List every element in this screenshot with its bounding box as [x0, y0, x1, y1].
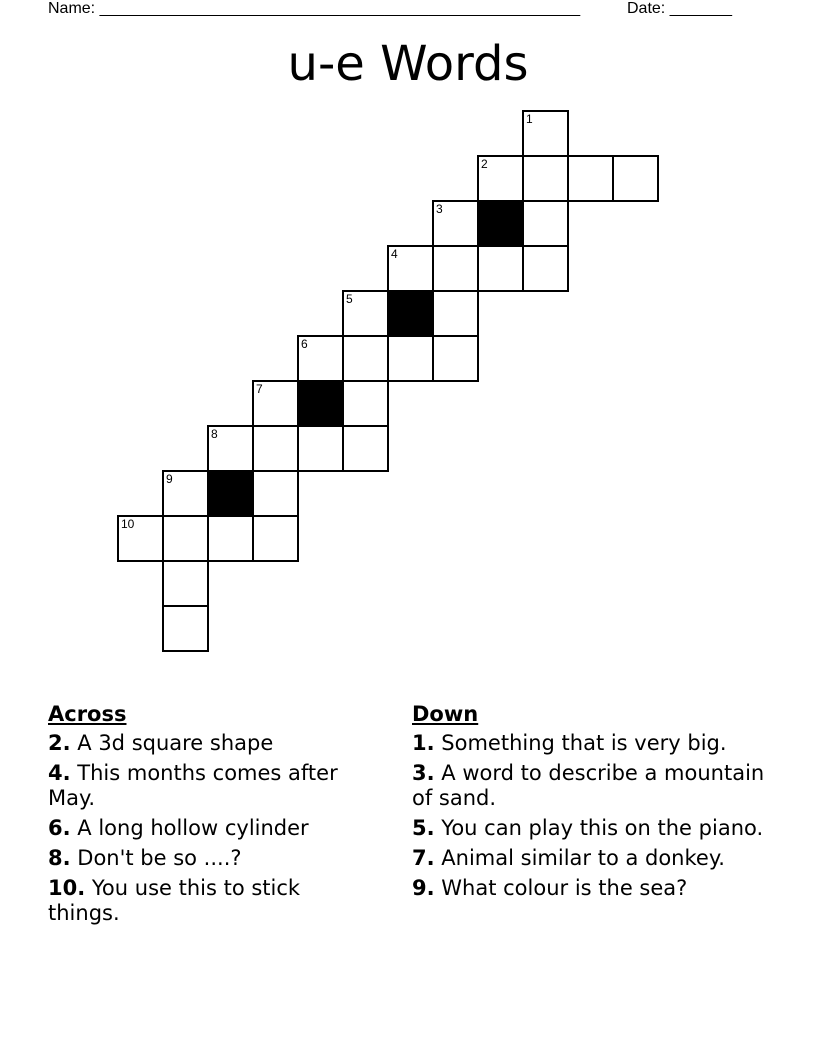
grid-cell[interactable]	[567, 155, 614, 202]
clue-number: 9.	[412, 876, 435, 900]
clue-number-label: 7	[256, 382, 263, 396]
clue-text: You can play this on the piano.	[441, 816, 764, 840]
down-clue-5	[412, 816, 772, 841]
grid-cell[interactable]	[252, 425, 299, 472]
clue-number-label: 8	[211, 427, 218, 441]
name-field: Name: ______________________________________________________	[48, 0, 581, 17]
across-clue-10	[48, 876, 378, 926]
clue-text: A 3d square shape	[77, 731, 274, 755]
grid-cell[interactable]	[252, 470, 299, 517]
grid-cell-8[interactable]	[207, 425, 254, 472]
grid-cell[interactable]	[162, 605, 209, 652]
down-clues	[412, 702, 772, 906]
grid-cell[interactable]	[162, 560, 209, 607]
down-heading: Down	[412, 702, 479, 726]
grid-cell-5[interactable]	[342, 290, 389, 337]
grid-cell[interactable]	[432, 245, 479, 292]
clue-number-label: 4	[391, 247, 398, 261]
clue-number: 1.	[412, 731, 435, 755]
grid-cell[interactable]	[297, 425, 344, 472]
grid-cell[interactable]	[342, 335, 389, 382]
down-clue-7	[412, 846, 772, 871]
grid-cell[interactable]	[522, 245, 569, 292]
across-clues	[48, 702, 378, 931]
down-clue-1	[412, 731, 772, 756]
clue-number: 8.	[48, 846, 71, 870]
clue-text: You use this to stick things.	[48, 876, 301, 925]
grid-cell-9[interactable]	[162, 470, 209, 517]
grid-cell-1[interactable]	[522, 110, 569, 157]
grid-cell[interactable]	[162, 515, 209, 562]
across-heading: Across	[48, 702, 127, 726]
grid-cell-6[interactable]	[297, 335, 344, 382]
clue-text: A word to describe a mountain of sand.	[412, 761, 765, 810]
clue-number-label: 2	[481, 157, 488, 171]
grid-cell[interactable]	[432, 290, 479, 337]
clue-number: 7.	[412, 846, 435, 870]
clue-text: What colour is the sea?	[441, 876, 688, 900]
clue-number-label: 3	[436, 202, 443, 216]
grid-cell[interactable]	[207, 515, 254, 562]
grid-cell[interactable]	[387, 335, 434, 382]
blocked-cell	[477, 200, 524, 247]
blocked-cell	[207, 470, 254, 517]
clue-text: Something that is very big.	[441, 731, 727, 755]
clue-number-label: 6	[301, 337, 308, 351]
grid-cell[interactable]	[342, 380, 389, 427]
clue-number: 3.	[412, 761, 435, 785]
clue-number: 10.	[48, 876, 86, 900]
grid-cell[interactable]	[477, 245, 524, 292]
grid-cell-3[interactable]	[432, 200, 479, 247]
grid-cell[interactable]	[612, 155, 659, 202]
page-title: u-e Words	[287, 36, 529, 92]
down-clue-3	[412, 761, 772, 811]
clue-number: 2.	[48, 731, 71, 755]
grid-cell[interactable]	[522, 200, 569, 247]
clue-number: 6.	[48, 816, 71, 840]
grid-cell[interactable]	[522, 155, 569, 202]
down-clue-9	[412, 876, 772, 901]
clue-number-label: 1	[526, 112, 533, 126]
clue-text: Animal similar to a donkey.	[441, 846, 725, 870]
clue-number-label: 10	[121, 517, 135, 531]
grid-cell-4[interactable]	[387, 245, 434, 292]
blocked-cell	[387, 290, 434, 337]
grid-cell-7[interactable]	[252, 380, 299, 427]
grid-cell[interactable]	[252, 515, 299, 562]
grid-cell-10[interactable]	[117, 515, 164, 562]
clue-number: 4.	[48, 761, 71, 785]
date-field: Date: _______	[627, 0, 732, 17]
grid-cell[interactable]	[432, 335, 479, 382]
clue-text: A long hollow cylinder	[77, 816, 309, 840]
clue-text: Don't be so ....?	[77, 846, 242, 870]
blocked-cell	[297, 380, 344, 427]
across-clue-4	[48, 761, 378, 811]
across-clue-6	[48, 816, 378, 841]
across-clue-8	[48, 846, 378, 871]
across-clue-2	[48, 731, 378, 756]
clue-number: 5.	[412, 816, 435, 840]
grid-cell[interactable]	[342, 425, 389, 472]
clue-text: This months comes after May.	[48, 761, 338, 810]
grid-cell-2[interactable]	[477, 155, 524, 202]
clue-number-label: 5	[346, 292, 353, 306]
clue-number-label: 9	[166, 472, 173, 486]
